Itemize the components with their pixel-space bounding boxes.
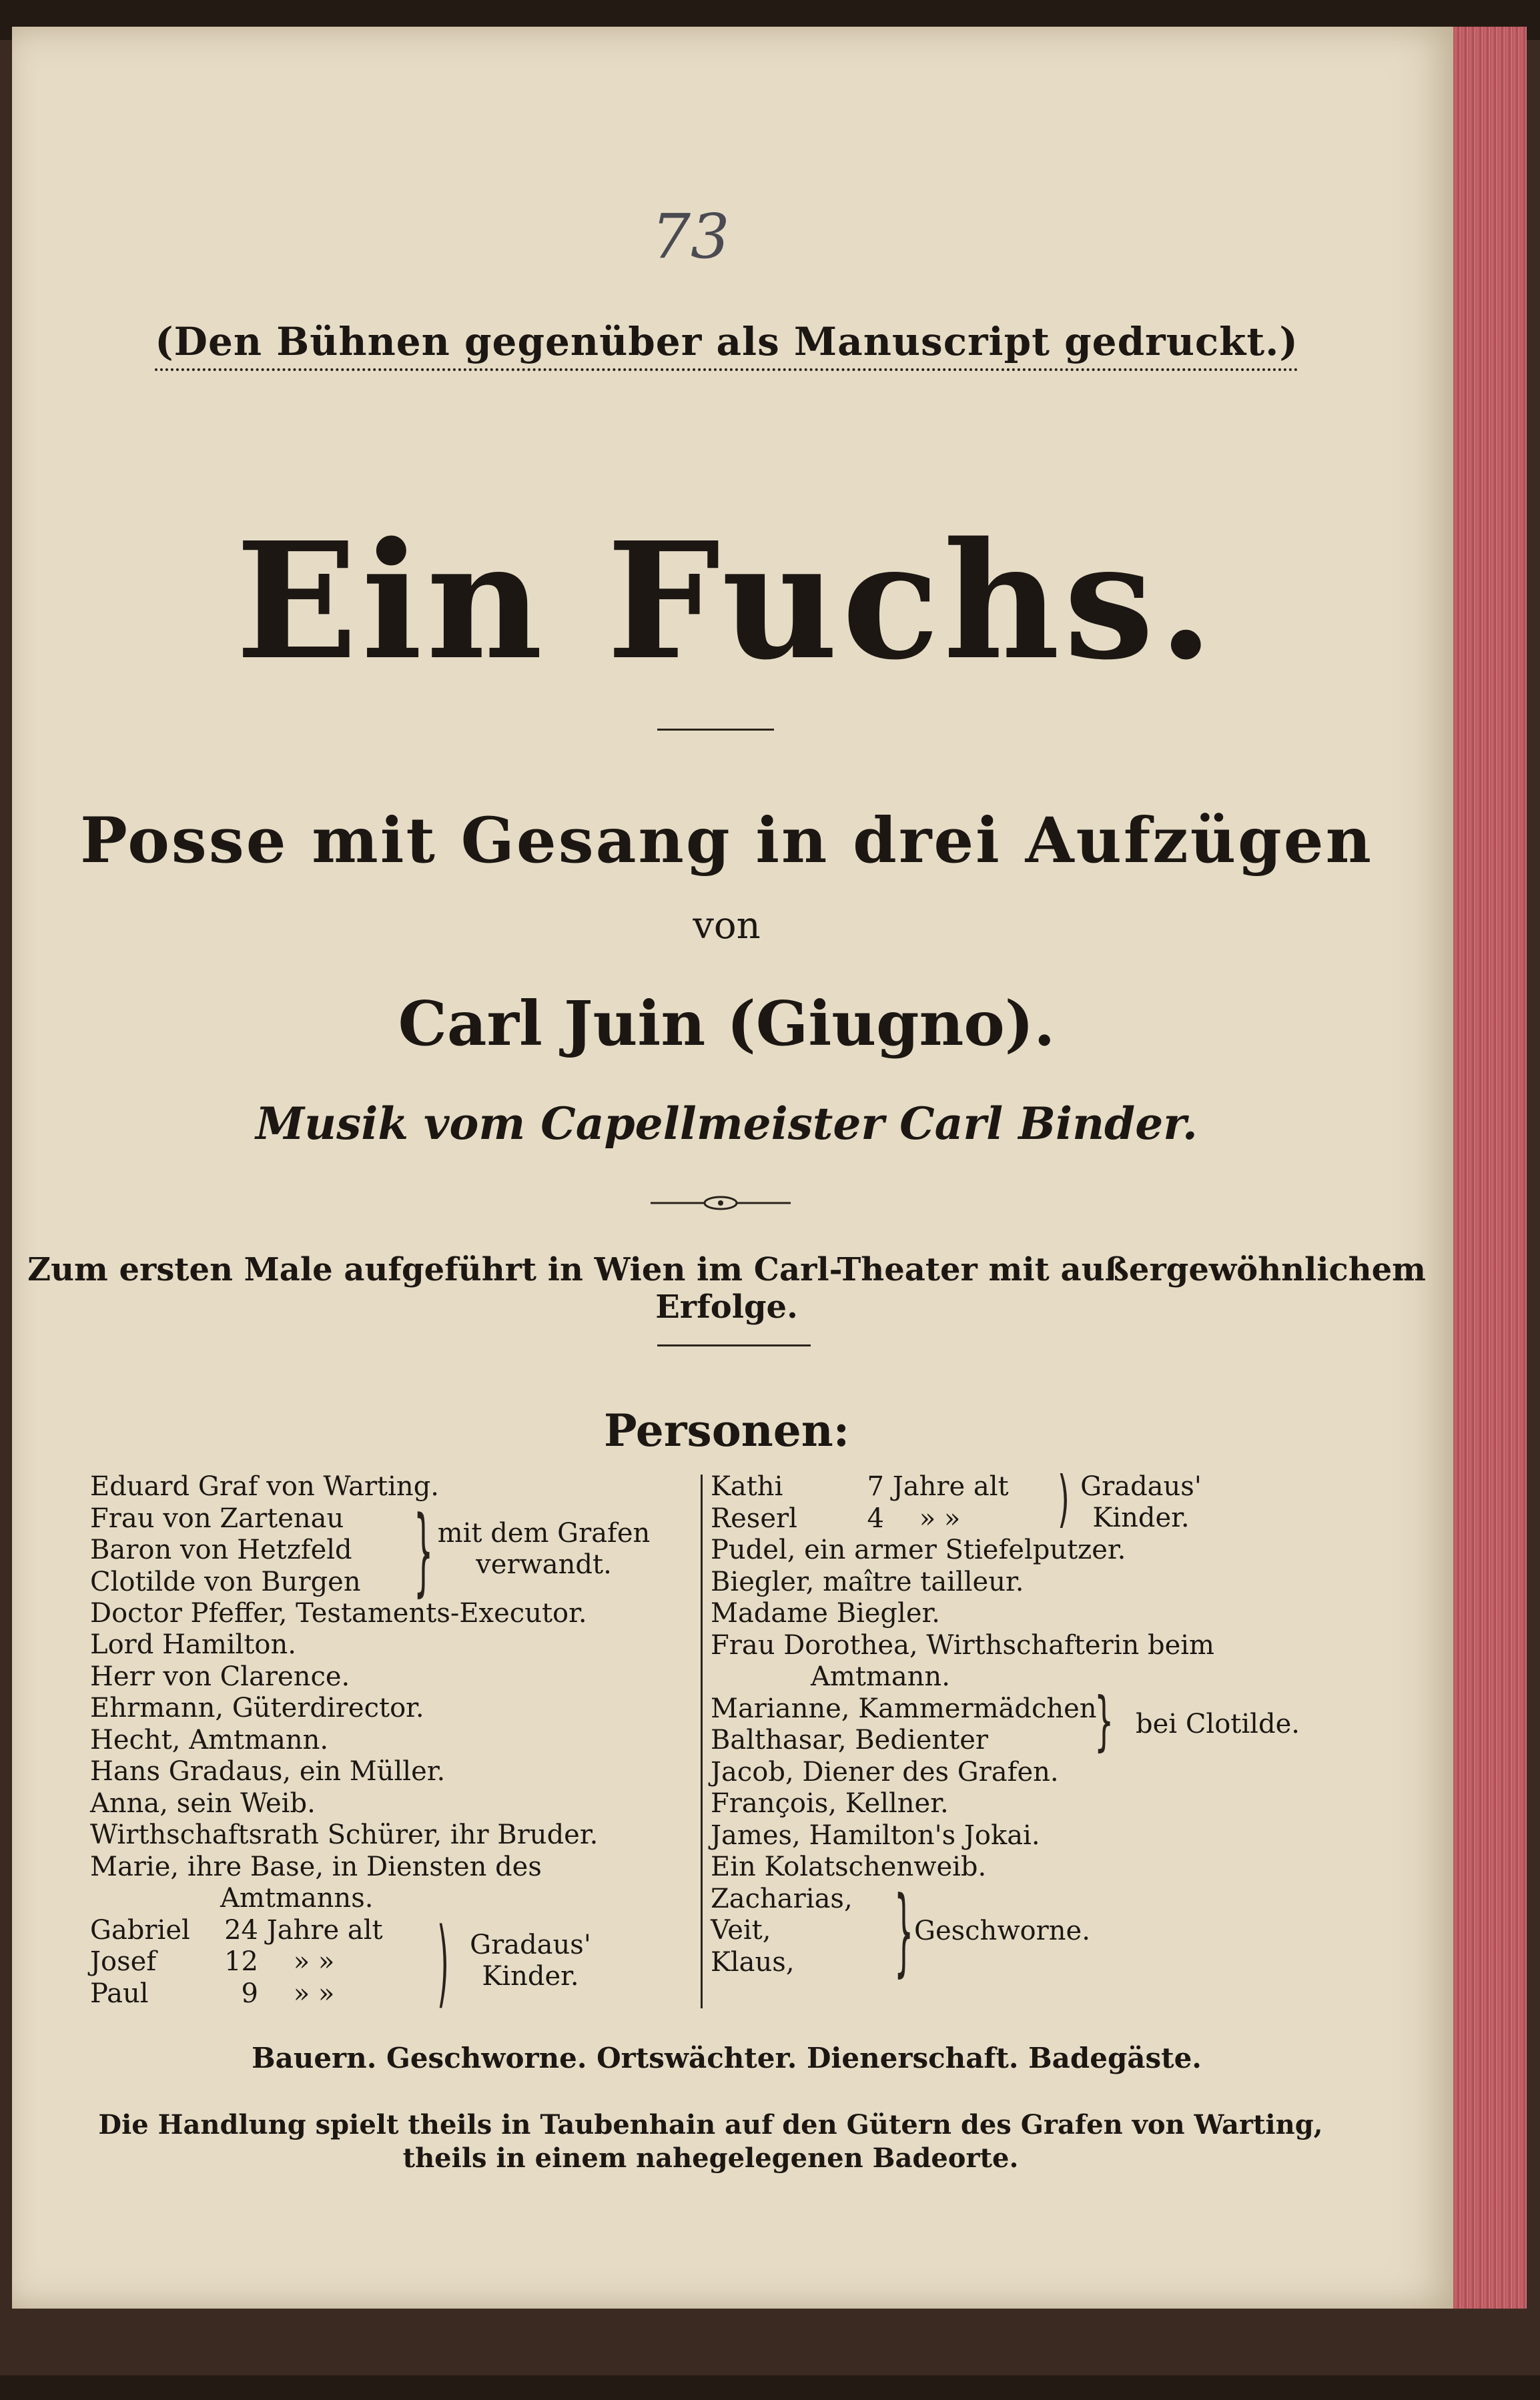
brace: } [1094, 1682, 1114, 1759]
cast-entry: Herr von Clarence. [90, 1661, 350, 1692]
play-title: Ein Fuchs. [235, 507, 1218, 695]
play-genre: Posse mit Gesang in drei Aufzügen [80, 804, 1373, 877]
cast-entry: Zacharias, [711, 1883, 853, 1914]
kid-age: 4 [867, 1503, 884, 1534]
cast-entry: Ein Kolatschenweib. [711, 1852, 987, 1882]
cast-entry: Frau Dorothea, Wirthschafterin beim [711, 1629, 1214, 1661]
kid-unit: » » [919, 1503, 961, 1534]
music-credit: Musik vom Capellmeister Carl Binder. [256, 1098, 1198, 1150]
cast-entry: Marie, ihre Base, in Diensten des [90, 1851, 542, 1882]
kid-age: 7 [867, 1471, 884, 1502]
note-line: mit dem Grafen [437, 1517, 651, 1549]
brace: } [414, 1494, 434, 1607]
cast-entry: Balthasar, Bedienter [711, 1725, 989, 1755]
cast-group-clotilde [711, 1682, 1425, 1759]
note-line: Kinder. [482, 1960, 579, 1992]
manuscript-note-text: (Den Bühnen gegenüber als Manuscript gedruckt.) [155, 319, 1298, 371]
cast-entry-continuation: Amtmanns. [220, 1883, 374, 1914]
kid-row [90, 1915, 697, 1947]
column-divider [701, 1475, 703, 2008]
brace: ) [1058, 1463, 1070, 1535]
setting-note [93, 2108, 1328, 2175]
cast-entry: Lord Hamilton. [90, 1629, 296, 1660]
cast-list-left [90, 1471, 697, 2018]
kid-unit: Jahre alt [266, 1914, 383, 1946]
brace: } [894, 1874, 914, 1987]
setting-line: theils in einem nahegelegenen Badeorte. [402, 2142, 1019, 2174]
performance-note: Zum ersten Male aufgeführt in Wien im Carl-Theater mit außergewöhnlichem Erfolge. [27, 1251, 1426, 1326]
kid-name: Gabriel [90, 1914, 190, 1946]
cast-entry: Hans Gradaus, ein Müller. [90, 1756, 446, 1787]
cast-entry: Marianne, Kammermädchen [711, 1693, 1097, 1724]
handwritten-page-number: 73 [651, 201, 730, 272]
cast-group-note [464, 1930, 597, 1992]
cast-entry: Baron von Hetzfeld [90, 1535, 352, 1565]
cast-list-right [711, 1463, 1425, 1987]
cast-entry: Eduard Graf von Warting. [90, 1471, 440, 1502]
page-edge [1453, 27, 1527, 2309]
kid-age: 9 [241, 1978, 258, 2009]
cast-group-note [434, 1518, 654, 1581]
setting-line: Die Handlung spielt theils in Taubenhain auf den Gütern des Grafen von Warting, [98, 2109, 1323, 2140]
cast-entry: Pudel, ein armer Stiefelputzer. [711, 1535, 1126, 1565]
cast-entry: Biegler, maître tailleur. [711, 1566, 1024, 1597]
divider-rule [657, 1344, 811, 1346]
note-line: Kinder. [1092, 1503, 1190, 1533]
kid-age: 24 [224, 1914, 258, 1946]
cast-entry: Doctor Pfeffer, Testaments-Executor. [90, 1597, 587, 1629]
kid-name: Paul [90, 1978, 149, 2009]
cast-entry: Hecht, Amtmann. [90, 1724, 329, 1755]
kid-row [90, 1946, 697, 1978]
divider-rule [657, 729, 774, 731]
cast-entry: Jacob, Diener des Grafen. [711, 1756, 1059, 1787]
cast-group-note: bei Clotilde. [1136, 1708, 1300, 1739]
cast-entry: François, Kellner. [711, 1788, 949, 1819]
cast-group-geschworne [711, 1874, 1425, 1987]
cast-entry: Ehrmann, Güterdirector. [90, 1693, 424, 1723]
note-line: verwandt. [476, 1549, 612, 1580]
cast-entry: Klaus, [711, 1946, 795, 1978]
cast-entry: James, Hamilton's Jokai. [711, 1820, 1040, 1851]
cast-group-note [1074, 1471, 1208, 1534]
kid-age: 12 [224, 1946, 258, 1977]
kid-row [90, 1978, 697, 2010]
kid-name: Kathi [711, 1471, 783, 1502]
manuscript-note [0, 319, 1453, 364]
cast-entry: Wirthschaftsrath Schürer, ihr Bruder. [90, 1820, 599, 1850]
brace: ) [437, 1906, 449, 2018]
cast-group-kids-left [90, 1906, 697, 2018]
kid-name: Reserl [711, 1503, 797, 1534]
cast-entry: Madame Biegler. [711, 1598, 940, 1629]
kid-unit: » » [293, 1978, 335, 2009]
cast-entry: Veit, [711, 1915, 771, 1946]
cast-entry: Clotilde von Burgen [90, 1566, 361, 1597]
note-line: Gradaus' [1080, 1471, 1202, 1502]
note-line: Gradaus' [470, 1929, 591, 1960]
cast-group-relatives [90, 1494, 697, 1607]
cast-entry-continuation: Amtmann. [811, 1661, 950, 1692]
kid-unit: Jahre alt [892, 1471, 1009, 1502]
by-word: von [693, 904, 761, 947]
cast-heading: Personen: [603, 1405, 850, 1457]
cast-group-kids-right [711, 1463, 1425, 1535]
kid-unit: » » [293, 1946, 335, 1977]
cast-entry: Anna, sein Weib. [90, 1787, 316, 1819]
ornament-divider [651, 1194, 791, 1212]
author-name: Carl Juin (Giugno). [398, 987, 1056, 1060]
cast-entry: Frau von Zartenau [90, 1503, 344, 1534]
extras-line: Bauern. Geschworne. Ortswächter. Dienerschaft. Badegäste. [252, 2042, 1202, 2074]
cast-group-note: Geschworne. [914, 1915, 1090, 1946]
kid-name: Josef [90, 1946, 157, 1977]
